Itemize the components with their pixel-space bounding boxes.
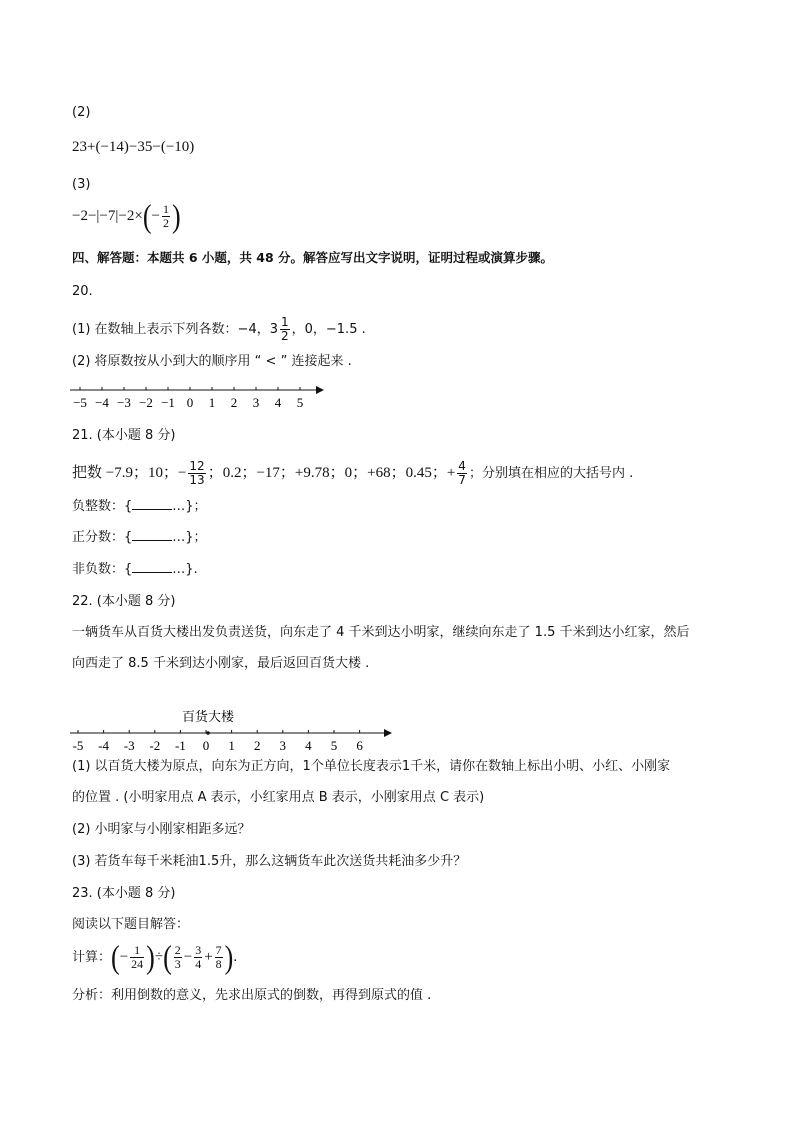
q20-axis-tick-label: 3 (252, 395, 260, 410)
q22-axis-tick-label: 3 (279, 738, 287, 753)
q22-number-line (66, 706, 396, 754)
q23-analysis: 分析：利用倒数的意义，先求出原式的倒数，再得到原式的值 . (72, 988, 432, 1003)
q22-axis-tick-label: -2 (149, 738, 161, 753)
q20-axis-tick-label: −1 (161, 395, 175, 410)
q22-axis-tick-label: 0 (202, 738, 210, 753)
answer-blank[interactable] (132, 560, 172, 573)
q21-negative-integers: 负整数：{ …}； (72, 499, 207, 514)
q22-axis-label: 百货大楼 (181, 710, 235, 725)
q23-fraction-7-8: $\frac{7}{8}$ (215, 943, 222, 971)
q22-stem-line2: 向西走了 8.5 千米到达小刚家，最后返回百货大楼 . (72, 656, 370, 671)
q22-axis-arrow (384, 729, 392, 737)
q22-part3: (3) 若货车每千米耗油1.5升，那么这辆货车此次送货共耗油多少升？ (72, 854, 467, 869)
q22-axis-tick-label: -1 (174, 738, 186, 753)
q19-part3-label: (3) (72, 177, 91, 192)
q23-number: 23. (本小题 8 分) (72, 886, 176, 901)
q22-axis-tick-label: 6 (356, 738, 363, 753)
q22-axis-tick-label: 1 (228, 738, 235, 753)
q22-axis-tick-label: -3 (123, 738, 135, 753)
q20-axis-tick-label: −2 (139, 395, 153, 410)
q23-intro: 阅读以下题目解答： (72, 917, 190, 932)
q22-number: 22. (本小题 8 分) (72, 594, 176, 609)
q22-part2: (2) 小明家与小刚家相距多远？ (72, 822, 251, 837)
answer-blank[interactable] (132, 528, 172, 541)
q20-axis-tick-label: −3 (117, 395, 131, 410)
section4-heading: 四、解答题：本题共 6 小题，共 48 分。解答应写出文字说明，证明过程或演算步骤。 (72, 250, 554, 265)
q22-axis-tick-label: -4 (98, 738, 110, 753)
q22-axis-tick-label: -5 (72, 738, 84, 753)
q22-axis-tick-label: 4 (305, 738, 312, 753)
q21-stem: 把数 −7.9；10；− $\frac{12}{13}$ ；0.2；−17；+9.78；0；+68；0.45；+ $\frac{4}{7}$ ；分别填在相应的大括号内 . (72, 459, 634, 487)
q19-part2-expression: 23+(−14)−35−(−10) (72, 139, 195, 155)
q20-axis-arrow (316, 386, 324, 394)
q23-fraction-3-4: $\frac{3}{4}$ (195, 943, 202, 971)
q22-origin-dot (206, 731, 210, 735)
q20-axis-tick-label: −4 (95, 395, 109, 410)
q20-axis-tick-label: 4 (274, 395, 282, 410)
q20-number-line (66, 380, 326, 414)
q20-number: 20. (72, 284, 93, 299)
q21-non-negative: 非负数：{ …}. (72, 562, 198, 577)
q20-axis-tick-label: 1 (208, 395, 216, 410)
q23-fraction-1-24: $\frac{1}{24}$ (131, 943, 144, 971)
q20-axis-tick-label: 0 (186, 395, 194, 410)
q19-part3-neg: − (151, 207, 160, 224)
q21-positive-fractions: 正分数：{ …}； (72, 530, 207, 545)
q19-part2-label: (2) (72, 105, 91, 120)
q21-number: 21. (本小题 8 分) (72, 428, 176, 443)
q19-part3-fraction: $\frac{1}{2}$ (162, 202, 169, 230)
answer-blank[interactable] (132, 497, 172, 510)
q21-fraction-4-7: $\frac{4}{7}$ (458, 459, 466, 487)
q22-axis-tick-label: 2 (253, 738, 261, 753)
q19-part3-expression: −2−|−7|−2×(− $\frac{1}{2}$ ) (72, 197, 181, 234)
q20-axis-tick-label: 2 (230, 395, 238, 410)
q20-fraction: $\frac{1}{2}$ (280, 315, 289, 343)
q22-stem-line1: 一辆货车从百货大楼出发负责送货，向东走了 4 千米到达小明家，继续向东走了 1.5 千米到达小红家，然后 (72, 625, 690, 640)
q20-part1: (1) 在数轴上表示下列各数：−4，3 $\frac{1}{2}$ ，0，−1.5 . (72, 315, 366, 343)
q21-fraction-12-13: $\frac{12}{13}$ (189, 459, 205, 487)
q23-fraction-2-3: $\frac{2}{3}$ (174, 943, 181, 971)
q19-part3-prefix: −2−|−7|−2× (72, 207, 143, 224)
q22-part1-line2: 的位置 . (小明家用点 A 表示，小红家用点 B 表示，小刚家用点 C 表示) (72, 790, 485, 805)
q22-part1-line1: (1) 以百货大楼为原点，向东为正方向，1个单位长度表示1千米，请你在数轴上标出小明、小红、小刚家 (72, 759, 671, 774)
q20-axis-tick-label: 5 (296, 395, 304, 410)
q23-calculation: 计算：(− $\frac{1}{24}$ )÷( $\frac{2}{3}$ − $\frac{3}{4}$ + $\frac{7}{8}$ ). (72, 938, 238, 975)
q22-axis-tick-label: 5 (330, 738, 338, 753)
q20-part2: (2) 将原数按从小到大的顺序用 “ < ” 连接起来 . (72, 354, 352, 369)
q20-axis-tick-label: −5 (73, 395, 87, 410)
